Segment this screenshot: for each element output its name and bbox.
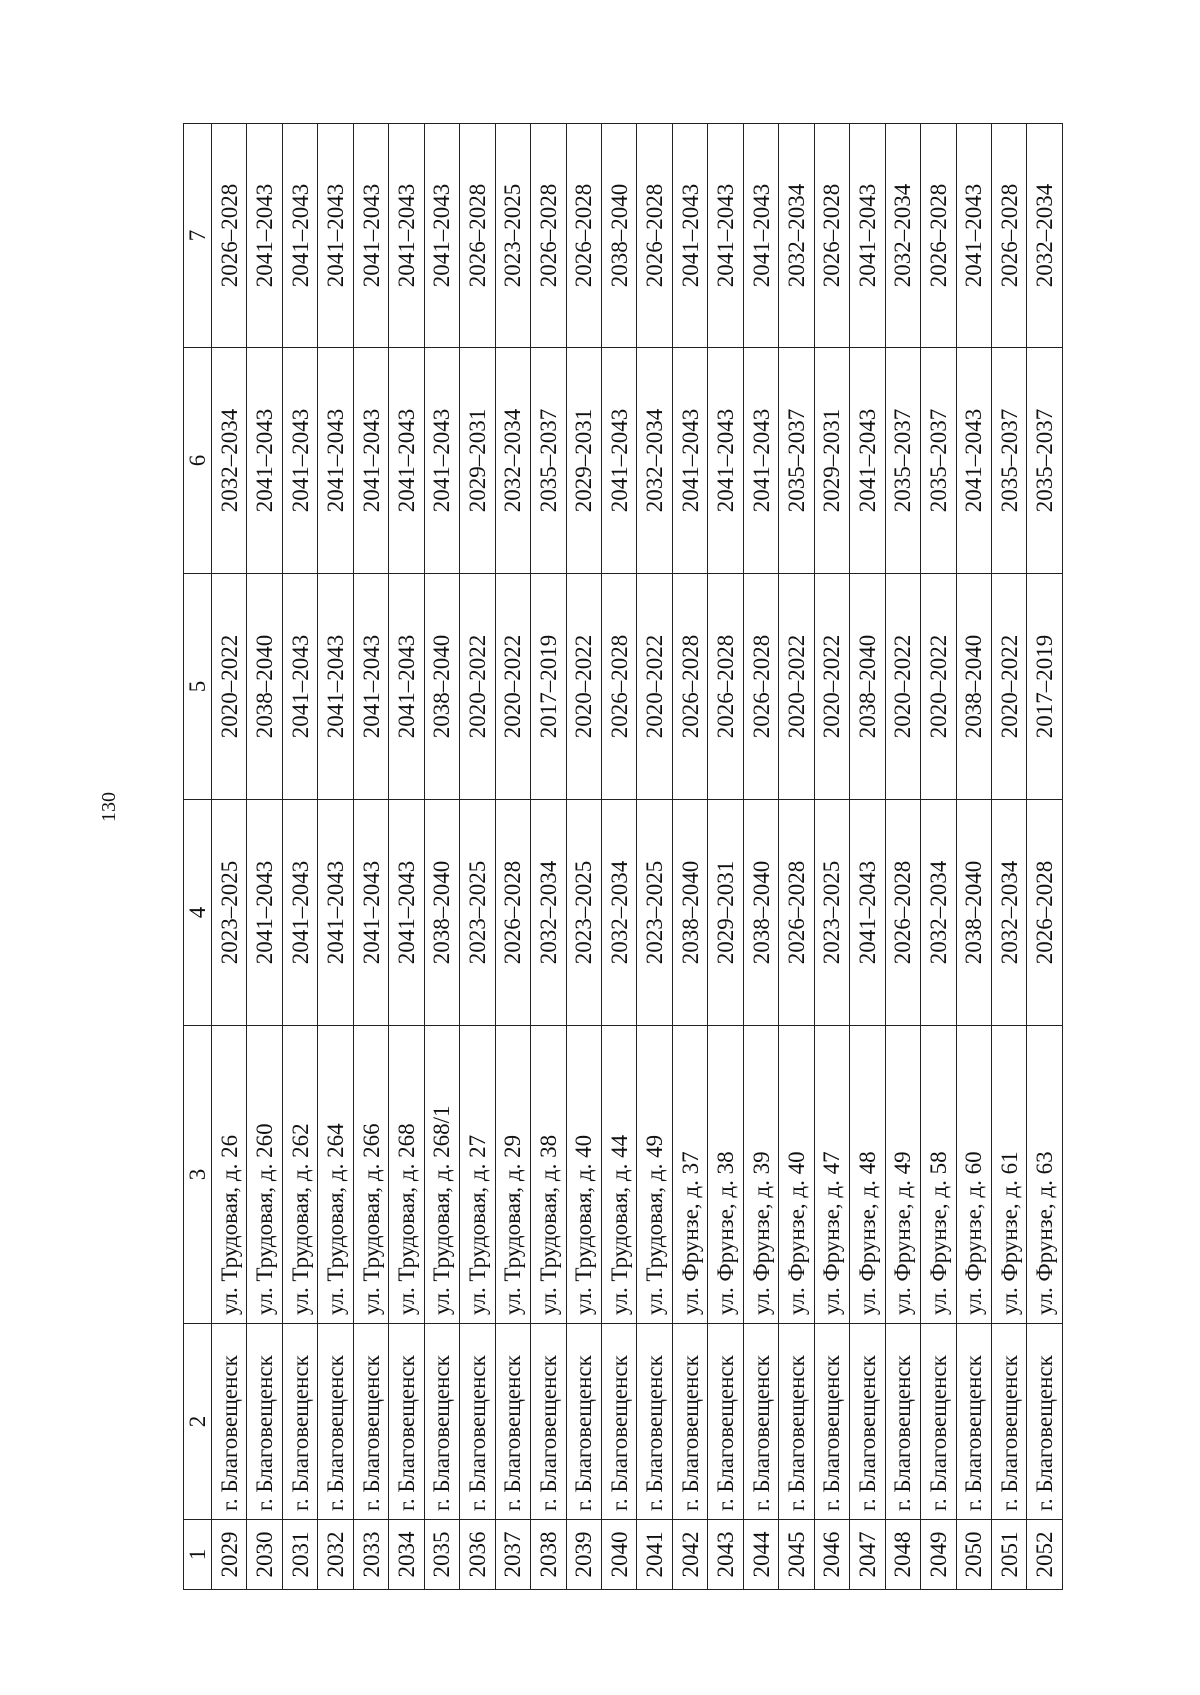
column-header: 6 (184, 348, 212, 574)
address-cell: ул. Фрунзе, д. 40 (779, 1026, 814, 1324)
address-cell: ул. Фрунзе, д. 58 (921, 1026, 956, 1324)
year-range-cell: 2023–2025 (566, 800, 601, 1026)
year-range-cell: 2026–2028 (495, 800, 530, 1026)
year-range-cell: 2035–2037 (991, 348, 1026, 574)
year-range-cell: 2041–2043 (850, 348, 885, 574)
row-number-cell: 2045 (779, 1520, 814, 1590)
year-range-cell: 2041–2043 (353, 800, 388, 1026)
year-range-cell: 2041–2043 (743, 348, 778, 574)
year-range-cell: 2020–2022 (921, 574, 956, 800)
year-range-cell: 2020–2022 (495, 574, 530, 800)
address-cell: ул. Трудовая, д. 268/1 (424, 1026, 459, 1324)
year-range-cell: 2041–2043 (424, 348, 459, 574)
year-range-cell: 2035–2037 (885, 348, 920, 574)
year-range-cell: 2038–2040 (850, 574, 885, 800)
row-number-cell: 2051 (991, 1520, 1026, 1590)
year-range-cell: 2020–2022 (566, 574, 601, 800)
year-range-cell: 2026–2028 (531, 124, 566, 348)
year-range-cell: 2023–2025 (212, 800, 247, 1026)
year-range-cell: 2041–2043 (353, 574, 388, 800)
year-range-cell: 2041–2043 (424, 124, 459, 348)
header-row (184, 124, 212, 1590)
address-cell: ул. Фрунзе, д. 37 (672, 1026, 707, 1324)
table-row (708, 124, 743, 1590)
year-range-cell: 2026–2028 (814, 124, 849, 348)
table-row (247, 124, 282, 1590)
row-number-cell: 2041 (637, 1520, 672, 1590)
table-row (212, 124, 247, 1590)
city-cell: г. Благовещенск (318, 1324, 353, 1520)
year-range-cell: 2041–2043 (389, 124, 424, 348)
row-number-cell: 2044 (743, 1520, 778, 1590)
year-range-cell: 2041–2043 (708, 124, 743, 348)
year-range-cell: 2023–2025 (814, 800, 849, 1026)
year-range-cell: 2023–2025 (637, 800, 672, 1026)
address-cell: ул. Трудовая, д. 262 (282, 1026, 317, 1324)
year-range-cell: 2041–2043 (318, 348, 353, 574)
year-range-cell: 2041–2043 (282, 124, 317, 348)
year-range-cell: 2026–2028 (672, 574, 707, 800)
address-cell: ул. Фрунзе, д. 61 (991, 1026, 1026, 1324)
column-header: 5 (184, 574, 212, 800)
row-number-cell: 2050 (956, 1520, 991, 1590)
row-number-cell: 2047 (850, 1520, 885, 1590)
year-range-cell: 2035–2037 (779, 348, 814, 574)
address-cell: ул. Трудовая, д. 49 (637, 1026, 672, 1324)
year-range-cell: 2035–2037 (531, 348, 566, 574)
row-number-cell: 2031 (282, 1520, 317, 1590)
year-range-cell: 2020–2022 (814, 574, 849, 800)
city-cell: г. Благовещенск (779, 1324, 814, 1520)
table-row (672, 124, 707, 1590)
year-range-cell: 2041–2043 (850, 124, 885, 348)
year-range-cell: 2032–2034 (991, 800, 1026, 1026)
table-row (885, 124, 920, 1590)
year-range-cell: 2032–2034 (1027, 124, 1063, 348)
city-cell: г. Благовещенск (885, 1324, 920, 1520)
year-range-cell: 2041–2043 (247, 348, 282, 574)
address-cell: ул. Трудовая, д. 268 (389, 1026, 424, 1324)
table-row (779, 124, 814, 1590)
column-header: 1 (184, 1520, 212, 1590)
table-row (991, 124, 1026, 1590)
year-range-cell: 2032–2034 (885, 124, 920, 348)
address-cell: ул. Фрунзе, д. 47 (814, 1026, 849, 1324)
year-range-cell: 2041–2043 (353, 124, 388, 348)
data-table (183, 123, 1063, 1590)
address-cell: ул. Трудовая, д. 26 (212, 1026, 247, 1324)
year-range-cell: 2017–2019 (531, 574, 566, 800)
table-row (531, 124, 566, 1590)
year-range-cell: 2023–2025 (495, 124, 530, 348)
address-cell: ул. Трудовая, д. 260 (247, 1026, 282, 1324)
year-range-cell: 2026–2028 (601, 574, 636, 800)
year-range-cell: 2041–2043 (318, 800, 353, 1026)
year-range-cell: 2041–2043 (389, 574, 424, 800)
year-range-cell: 2041–2043 (247, 124, 282, 348)
year-range-cell: 2026–2028 (921, 124, 956, 348)
table-row (353, 124, 388, 1590)
city-cell: г. Благовещенск (672, 1324, 707, 1520)
year-range-cell: 2023–2025 (460, 800, 495, 1026)
city-cell: г. Благовещенск (460, 1324, 495, 1520)
year-range-cell: 2035–2037 (1027, 348, 1063, 574)
year-range-cell: 2041–2043 (708, 348, 743, 574)
column-header: 7 (184, 124, 212, 348)
year-range-cell: 2032–2034 (601, 800, 636, 1026)
city-cell: г. Благовещенск (495, 1324, 530, 1520)
table-body (212, 124, 1063, 1590)
year-range-cell: 2041–2043 (956, 124, 991, 348)
year-range-cell: 2041–2043 (743, 124, 778, 348)
city-cell: г. Благовещенск (566, 1324, 601, 1520)
city-cell: г. Благовещенск (991, 1324, 1026, 1520)
address-cell: ул. Трудовая, д. 29 (495, 1026, 530, 1324)
year-range-cell: 2029–2031 (566, 348, 601, 574)
year-range-cell: 2041–2043 (282, 348, 317, 574)
year-range-cell: 2041–2043 (282, 574, 317, 800)
address-cell: ул. Фрунзе, д. 48 (850, 1026, 885, 1324)
city-cell: г. Благовещенск (743, 1324, 778, 1520)
year-range-cell: 2038–2040 (424, 800, 459, 1026)
year-range-cell: 2038–2040 (247, 574, 282, 800)
year-range-cell: 2017–2019 (1027, 574, 1063, 800)
year-range-cell: 2026–2028 (460, 124, 495, 348)
row-number-cell: 2052 (1027, 1520, 1063, 1590)
city-cell: г. Благовещенск (353, 1324, 388, 1520)
row-number-cell: 2036 (460, 1520, 495, 1590)
table-row (318, 124, 353, 1590)
row-number-cell: 2043 (708, 1520, 743, 1590)
column-header: 2 (184, 1324, 212, 1520)
table-row (389, 124, 424, 1590)
address-cell: ул. Трудовая, д. 264 (318, 1026, 353, 1324)
year-range-cell: 2038–2040 (601, 124, 636, 348)
rotated-table-container (183, 124, 1063, 1590)
table-row (495, 124, 530, 1590)
table-row (424, 124, 459, 1590)
city-cell: г. Благовещенск (850, 1324, 885, 1520)
year-range-cell: 2041–2043 (850, 800, 885, 1026)
row-number-cell: 2048 (885, 1520, 920, 1590)
city-cell: г. Благовещенск (531, 1324, 566, 1520)
table-row (566, 124, 601, 1590)
row-number-cell: 2035 (424, 1520, 459, 1590)
year-range-cell: 2041–2043 (956, 348, 991, 574)
row-number-cell: 2039 (566, 1520, 601, 1590)
year-range-cell: 2041–2043 (389, 348, 424, 574)
address-cell: ул. Фрунзе, д. 63 (1027, 1026, 1063, 1324)
city-cell: г. Благовещенск (601, 1324, 636, 1520)
table-row (743, 124, 778, 1590)
year-range-cell: 2020–2022 (460, 574, 495, 800)
year-range-cell: 2029–2031 (814, 348, 849, 574)
year-range-cell: 2026–2028 (708, 574, 743, 800)
year-range-cell: 2041–2043 (389, 800, 424, 1026)
row-number-cell: 2033 (353, 1520, 388, 1590)
city-cell: г. Благовещенск (1027, 1324, 1063, 1520)
year-range-cell: 2026–2028 (743, 574, 778, 800)
table-row (601, 124, 636, 1590)
year-range-cell: 2041–2043 (318, 574, 353, 800)
year-range-cell: 2032–2034 (531, 800, 566, 1026)
year-range-cell: 2038–2040 (956, 574, 991, 800)
year-range-cell: 2029–2031 (708, 800, 743, 1026)
year-range-cell: 2032–2034 (779, 124, 814, 348)
year-range-cell: 2032–2034 (637, 348, 672, 574)
year-range-cell: 2026–2028 (212, 124, 247, 348)
row-number-cell: 2037 (495, 1520, 530, 1590)
year-range-cell: 2026–2028 (779, 800, 814, 1026)
table-row (460, 124, 495, 1590)
year-range-cell: 2038–2040 (672, 800, 707, 1026)
address-cell: ул. Фрунзе, д. 60 (956, 1026, 991, 1324)
year-range-cell: 2026–2028 (1027, 800, 1063, 1026)
city-cell: г. Благовещенск (424, 1324, 459, 1520)
row-number-cell: 2040 (601, 1520, 636, 1590)
city-cell: г. Благовещенск (708, 1324, 743, 1520)
row-number-cell: 2030 (247, 1520, 282, 1590)
year-range-cell: 2041–2043 (672, 348, 707, 574)
row-number-cell: 2032 (318, 1520, 353, 1590)
year-range-cell: 2026–2028 (991, 124, 1026, 348)
year-range-cell: 2035–2037 (921, 348, 956, 574)
row-number-cell: 2038 (531, 1520, 566, 1590)
year-range-cell: 2020–2022 (779, 574, 814, 800)
column-header: 3 (184, 1026, 212, 1324)
page-number: 130 (98, 792, 120, 822)
table-row (637, 124, 672, 1590)
address-cell: ул. Фрунзе, д. 38 (708, 1026, 743, 1324)
column-header: 4 (184, 800, 212, 1026)
year-range-cell: 2020–2022 (991, 574, 1026, 800)
city-cell: г. Благовещенск (956, 1324, 991, 1520)
city-cell: г. Благовещенск (921, 1324, 956, 1520)
table-row (1027, 124, 1063, 1590)
year-range-cell: 2020–2022 (885, 574, 920, 800)
address-cell: ул. Трудовая, д. 38 (531, 1026, 566, 1324)
row-number-cell: 2042 (672, 1520, 707, 1590)
city-cell: г. Благовещенск (212, 1324, 247, 1520)
address-cell: ул. Трудовая, д. 27 (460, 1026, 495, 1324)
year-range-cell: 2029–2031 (460, 348, 495, 574)
row-number-cell: 2046 (814, 1520, 849, 1590)
year-range-cell: 2038–2040 (424, 574, 459, 800)
year-range-cell: 2041–2043 (601, 348, 636, 574)
table-row (814, 124, 849, 1590)
year-range-cell: 2020–2022 (637, 574, 672, 800)
year-range-cell: 2041–2043 (282, 800, 317, 1026)
city-cell: г. Благовещенск (637, 1324, 672, 1520)
year-range-cell: 2041–2043 (353, 348, 388, 574)
year-range-cell: 2038–2040 (956, 800, 991, 1026)
address-cell: ул. Фрунзе, д. 49 (885, 1026, 920, 1324)
year-range-cell: 2041–2043 (247, 800, 282, 1026)
city-cell: г. Благовещенск (282, 1324, 317, 1520)
year-range-cell: 2026–2028 (637, 124, 672, 348)
address-cell: ул. Трудовая, д. 44 (601, 1026, 636, 1324)
table-row (282, 124, 317, 1590)
year-range-cell: 2041–2043 (318, 124, 353, 348)
row-number-cell: 2049 (921, 1520, 956, 1590)
year-range-cell: 2032–2034 (495, 348, 530, 574)
table-row (850, 124, 885, 1590)
city-cell: г. Благовещенск (247, 1324, 282, 1520)
address-cell: ул. Трудовая, д. 266 (353, 1026, 388, 1324)
year-range-cell: 2026–2028 (885, 800, 920, 1026)
city-cell: г. Благовещенск (389, 1324, 424, 1520)
address-cell: ул. Фрунзе, д. 39 (743, 1026, 778, 1324)
row-number-cell: 2029 (212, 1520, 247, 1590)
row-number-cell: 2034 (389, 1520, 424, 1590)
city-cell: г. Благовещенск (814, 1324, 849, 1520)
year-range-cell: 2032–2034 (212, 348, 247, 574)
year-range-cell: 2041–2043 (672, 124, 707, 348)
year-range-cell: 2020–2022 (212, 574, 247, 800)
table-row (956, 124, 991, 1590)
year-range-cell: 2026–2028 (566, 124, 601, 348)
table-row (921, 124, 956, 1590)
address-cell: ул. Трудовая, д. 40 (566, 1026, 601, 1324)
year-range-cell: 2032–2034 (921, 800, 956, 1026)
year-range-cell: 2038–2040 (743, 800, 778, 1026)
